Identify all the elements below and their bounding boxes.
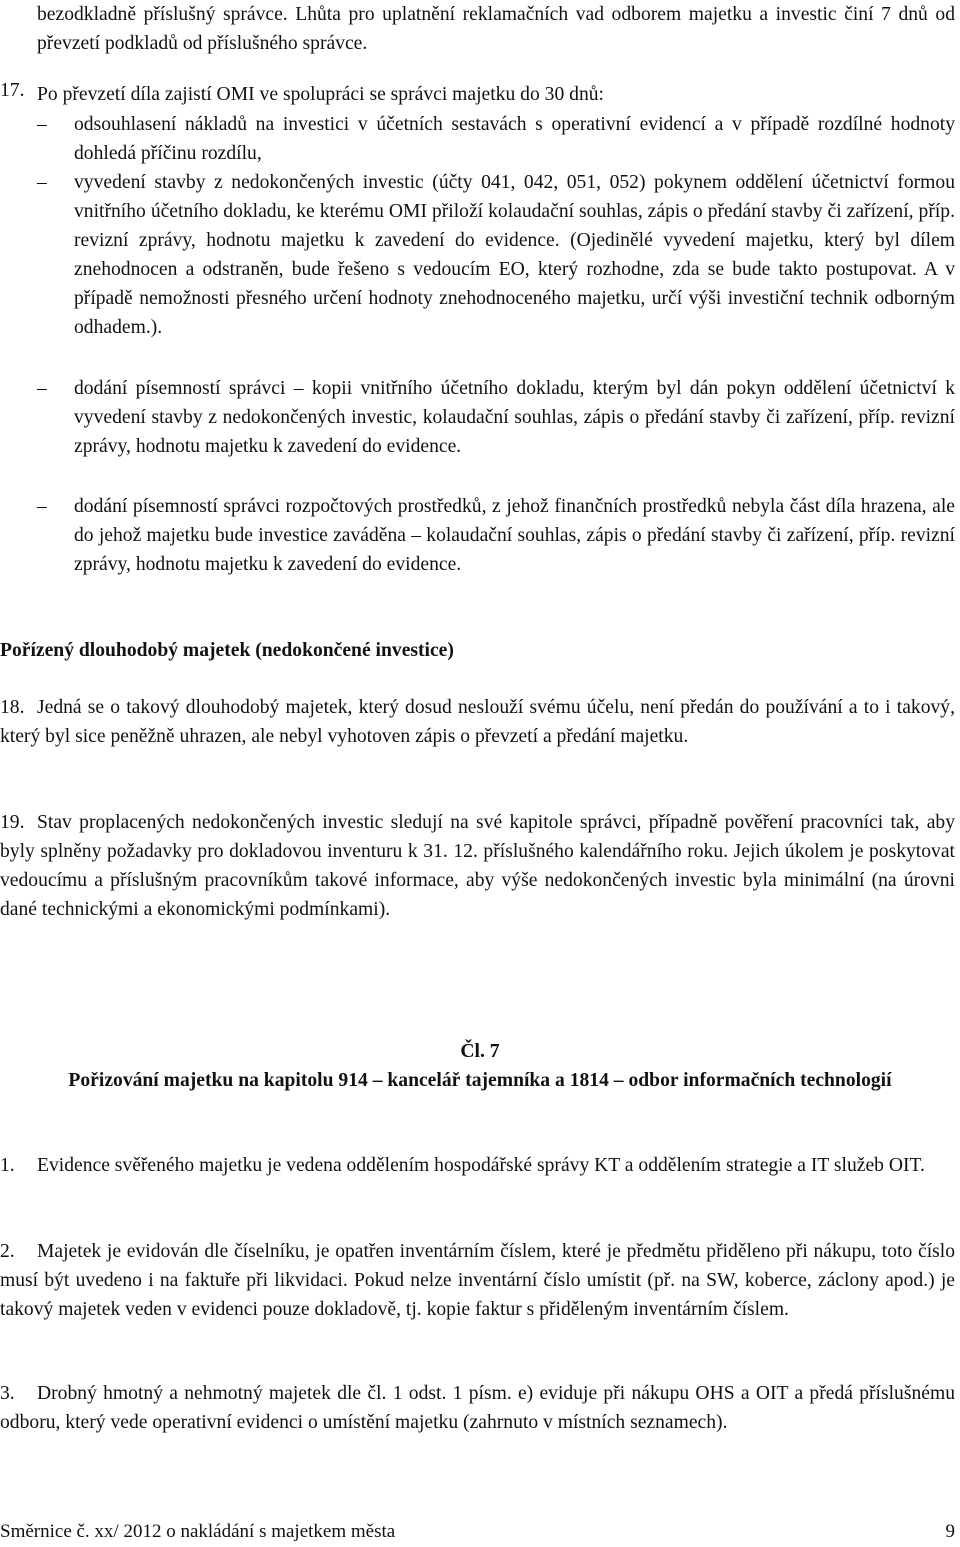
item-number: 3. <box>0 1383 15 1404</box>
item-17-intro: Po převzetí díla zajistí OMI ve spolupráci se správci majetku do 30 dnů: <box>37 84 604 105</box>
bullet-2-text: vyvedení stavby z nedokončených investic (účty 041, 042, 051, 052) pokynem oddělení účetnictví formou vnitřního účetního dokladu, ke kterému OMI přiloží kolaudační souhlas, zápis o předání stavby či zařízení, příp. revizní zprávy, hodnotu majetku k zavedení do evidence. (Ojedinělé vyvedení majetku, který byl dílem znehodnocen a odstraněn, bude řešeno s vedoucím EO, který rozhodne, zda se bude takto postupovat. A v případě nemožnosti přesného určení hodnoty znehodnoceného majetku, určí výši investiční technik odborným odhadem.). <box>74 172 955 338</box>
dash-marker: – <box>37 378 47 399</box>
article-subtitle: Pořizování majetku na kapitolu 914 – kancelář tajemníka a 1814 – odbor informačních technologií <box>68 1070 892 1091</box>
item-number: 2. <box>0 1241 15 1262</box>
bullet-4-text: dodání písemností správci rozpočtových prostředků, z jehož finančních prostředků nebyla část díla hrazena, ale do jehož majetku bude investice zaváděna – kolaudační souhlas, zápis o předání stavby či zařízení, příp. revizní zprávy, hodnotu majetku k zavedení do evidence. <box>74 496 955 575</box>
article-title: Čl. 7 <box>460 1041 500 1062</box>
item-number: 1. <box>0 1155 15 1176</box>
bullet-1-text: odsouhlasení nákladů na investici v účetních sestavách s operativní evidencí a v případě rozdílné hodnoty dohledá příčinu rozdílu, <box>74 114 955 164</box>
item-18-text: Jedná se o takový dlouhodobý majetek, který dosud neslouží svému účelu, není předán do používání a to i takový, který byl sice peněžně uhrazen, ale nebyl vyhotoven zápis o převzetí a předání majetku. <box>0 697 955 747</box>
item-number: 17. <box>0 80 25 101</box>
article-item-2-text: Majetek je evidován dle číselníku, je opatřen inventárním číslem, které je předmětu přiděleno při nákupu, toto číslo musí být uvedeno i na faktuře při likvidaci. Pokud nelze inventární číslo umístit (př. na SW, koberce, záclony apod.) je takový majetek veden v evidenci pouze dokladově, tj. kopie faktur s přiděleným inventárním číslem. <box>0 1241 955 1320</box>
item-number: 19. <box>0 812 25 833</box>
bullet-3-text: dodání písemností správci – kopii vnitřního účetního dokladu, kterým byl dán pokyn oddělení účetnictví k vyvedení stavby z nedokončených investic, kolaudační souhlas, zápis o předání stavby či zařízení, příp. revizní zprávy, hodnotu majetku k zavedení do evidence. <box>74 378 955 457</box>
item-number: 18. <box>0 697 25 718</box>
dash-marker: – <box>37 496 47 517</box>
paragraph-16-continuation: bezodkladně příslušný správce. Lhůta pro uplatnění reklamačních vad odborem majetku a investic činí 7 dnů od převzetí podkladů od příslušného správce. <box>37 4 955 54</box>
dash-marker: – <box>37 172 47 193</box>
footer-title: Směrnice č. xx/ 2012 o nakládání s majetkem města <box>0 1521 396 1542</box>
page-footer <box>0 1520 955 1544</box>
article-item-1-text: Evidence svěřeného majetku je vedena oddělením hospodářské správy KT a oddělením strategie a IT služeb OIT. <box>37 1155 925 1176</box>
section-heading: Pořízený dlouhodobý majetek (nedokončené investice) <box>0 640 454 661</box>
article-item-3-text: Drobný hmotný a nehmotný majetek dle čl. 1 odst. 1 písm. e) eviduje při nákupu OHS a OIT a předá příslušnému odboru, který vede operativní evidenci o umístění majetku (zahrnuto v místních seznamech). <box>0 1383 955 1433</box>
item-19-text: Stav proplacených nedokončených investic sledují na své kapitole správci, případně pověření pracovníci tak, aby byly splněny požadavky pro dokladovou inventuru k 31. 12. příslušného kalendářního roku. Jejich úkolem je poskytovat vedoucímu a příslušným pracovníkům takové informace, aby výše nedokončených investic byla minimální (na úrovni dané technickými a ekonomickými podmínkami). <box>0 812 955 920</box>
page-number: 9 <box>945 1521 955 1542</box>
dash-marker: – <box>37 114 47 135</box>
